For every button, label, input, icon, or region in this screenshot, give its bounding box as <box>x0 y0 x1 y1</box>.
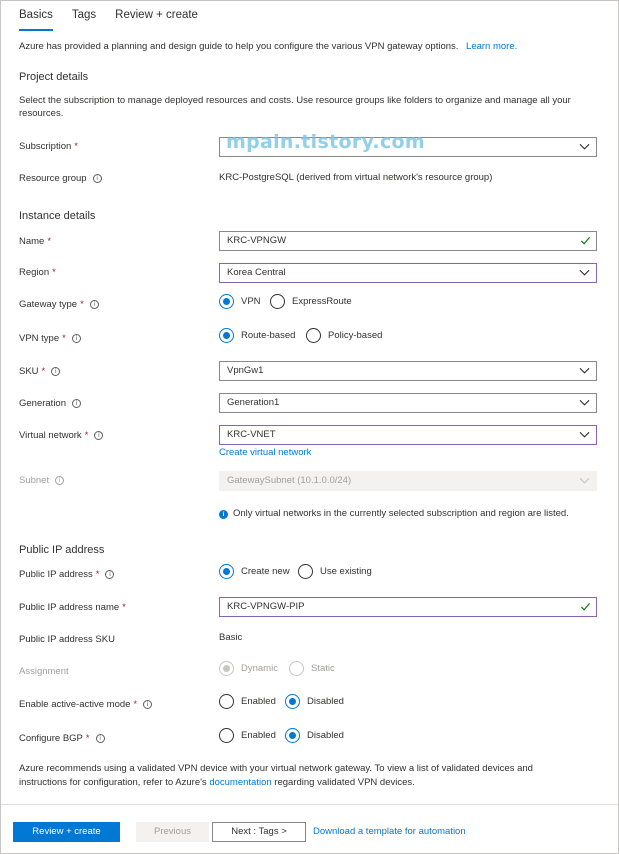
generation-label-text: Generation <box>19 398 67 409</box>
tab-basics[interactable]: Basics <box>19 9 53 31</box>
info-icon[interactable]: i <box>143 700 152 709</box>
radio-label: VPN <box>241 296 261 307</box>
footer-divider <box>1 804 618 805</box>
info-icon[interactable]: i <box>90 300 99 309</box>
chevron-down-icon <box>579 267 590 278</box>
public-ip-sku-label: Public IP address SKU <box>19 634 115 645</box>
radio-button-selected[interactable] <box>219 328 234 343</box>
public-ip-name-value: KRC-VPNGW-PIP <box>227 601 305 612</box>
resource-group-value: KRC-PostgreSQL (derived from virtual network's resource group) <box>219 172 493 183</box>
public-ip-heading: Public IP address <box>19 544 105 556</box>
radio-pip-use-existing[interactable] <box>298 564 372 579</box>
watermark: mpain.tistory.com <box>226 131 425 153</box>
info-icon[interactable]: i <box>96 734 105 743</box>
radio-button-selected[interactable] <box>219 564 234 579</box>
radio-button[interactable] <box>270 294 285 309</box>
info-icon[interactable]: i <box>51 367 60 376</box>
sku-label <box>19 366 60 377</box>
project-details-desc-line1: Select the subscription to manage deployed resources and costs. Use resource groups like folders to organize and manage all your <box>19 95 571 106</box>
active-active-label <box>19 699 152 710</box>
required-asterisk: * <box>47 236 52 247</box>
subnet-label <box>19 475 64 486</box>
tab-bar <box>19 9 217 31</box>
generation-value: Generation1 <box>227 397 280 408</box>
chevron-down-icon <box>579 365 590 376</box>
public-ip-label <box>19 569 114 580</box>
virtual-network-label-text: Virtual network <box>19 430 82 441</box>
required-asterisk: * <box>95 569 100 580</box>
public-ip-label-text: Public IP address <box>19 569 93 580</box>
gateway-type-label-text: Gateway type <box>19 299 78 310</box>
required-asterisk: * <box>62 333 66 344</box>
radio-button[interactable] <box>306 328 321 343</box>
radio-active-disabled[interactable] <box>285 694 344 709</box>
learn-more-link[interactable]: Learn more. <box>466 41 518 52</box>
recommend-line2 <box>19 777 415 788</box>
radio-label: Route-based <box>241 330 296 341</box>
sku-dropdown[interactable] <box>219 361 597 381</box>
radio-gateway-expressroute[interactable] <box>270 294 352 309</box>
radio-button[interactable] <box>219 694 234 709</box>
radio-button-selected[interactable] <box>285 728 300 743</box>
radio-label: Static <box>311 663 335 674</box>
info-icon[interactable]: i <box>72 334 81 343</box>
radio-button-selected[interactable] <box>285 694 300 709</box>
region-value: Korea Central <box>227 267 286 278</box>
intro-description: Azure has provided a planning and design guide to help you configure the various VPN gateway options. <box>19 41 459 52</box>
required-asterisk: * <box>41 366 46 377</box>
required-asterisk: * <box>85 733 90 744</box>
virtual-network-value: KRC-VNET <box>227 429 276 440</box>
radio-button-selected[interactable] <box>219 294 234 309</box>
configure-bgp-label <box>19 733 105 744</box>
radio-label: Enabled <box>241 696 276 707</box>
radio-vpn-policy-based[interactable] <box>306 328 382 343</box>
checkmark-icon <box>580 601 591 612</box>
info-icon[interactable]: i <box>55 476 64 485</box>
recommend-line1: Azure recommends using a validated VPN device with your virtual network gateway. To view a list of validated devices and <box>19 763 533 774</box>
name-label <box>19 236 51 247</box>
chevron-down-icon <box>579 397 590 408</box>
radio-button[interactable] <box>298 564 313 579</box>
required-asterisk: * <box>52 267 56 278</box>
region-dropdown[interactable] <box>219 263 597 283</box>
info-icon[interactable]: i <box>93 174 102 183</box>
previous-button: Previous <box>136 822 209 842</box>
gateway-type-label <box>19 299 99 310</box>
active-active-label-text: Enable active-active mode <box>19 699 131 710</box>
radio-gateway-vpn[interactable] <box>219 294 261 309</box>
radio-assignment-dynamic <box>219 661 278 676</box>
radio-label: Disabled <box>307 730 344 741</box>
subnet-label-text: Subnet <box>19 475 50 486</box>
generation-dropdown[interactable] <box>219 393 597 413</box>
checkmark-icon <box>580 235 591 246</box>
public-ip-name-input[interactable] <box>219 597 597 617</box>
project-details-desc-line2: resources. <box>19 108 64 119</box>
create-virtual-network-link[interactable]: Create virtual network <box>219 447 312 458</box>
required-asterisk: * <box>74 141 78 152</box>
radio-bgp-disabled[interactable] <box>285 728 344 743</box>
radio-label: Disabled <box>307 696 344 707</box>
name-input[interactable] <box>219 231 597 251</box>
required-asterisk: * <box>80 299 84 310</box>
subnet-value: GatewaySubnet (10.1.0.0/24) <box>227 475 352 486</box>
radio-label: Enabled <box>241 730 276 741</box>
radio-bgp-enabled[interactable] <box>219 728 276 743</box>
name-label-text: Name <box>19 236 45 247</box>
required-asterisk: * <box>122 602 126 613</box>
subnet-note <box>219 508 569 519</box>
chevron-down-icon <box>579 141 590 152</box>
radio-label: Create new <box>241 566 290 577</box>
project-details-heading: Project details <box>19 71 89 83</box>
chevron-down-icon <box>579 475 590 486</box>
subscription-label <box>19 141 78 152</box>
public-ip-sku-value: Basic <box>219 632 243 643</box>
generation-label <box>19 398 81 409</box>
radio-button-selected <box>219 661 234 676</box>
documentation-link[interactable]: documentation <box>209 777 272 788</box>
subnet-dropdown <box>219 471 597 491</box>
instance-details-heading: Instance details <box>19 210 96 222</box>
radio-assignment-static <box>289 661 335 676</box>
tab-tags[interactable]: Tags <box>71 9 97 21</box>
next-tags-button[interactable]: Next : Tags > <box>212 822 306 842</box>
vpn-type-label <box>19 333 81 344</box>
resource-group-label <box>19 173 102 184</box>
configure-bgp-label-text: Configure BGP <box>19 733 83 744</box>
intro-text <box>19 41 517 52</box>
recommend-line2-prefix: instructions for configuration, refer to Azure's <box>19 777 207 788</box>
radio-label: Policy-based <box>328 330 383 341</box>
radio-label: Use existing <box>320 566 372 577</box>
region-label-text: Region <box>19 267 50 278</box>
vpn-type-label-text: VPN type <box>19 333 60 344</box>
review-create-button[interactable]: Review + create <box>13 822 120 842</box>
virtual-network-dropdown[interactable] <box>219 425 597 445</box>
radio-vpn-route-based[interactable] <box>219 328 295 343</box>
region-label <box>19 267 56 278</box>
tab-review-create[interactable]: Review + create <box>115 9 198 21</box>
info-icon[interactable]: i <box>72 399 81 408</box>
radio-button <box>289 661 304 676</box>
info-filled-icon: i <box>219 510 228 519</box>
info-icon[interactable]: i <box>94 431 103 440</box>
sku-value: VpnGw1 <box>227 365 264 376</box>
resource-group-label-text: Resource group <box>19 173 87 184</box>
radio-active-enabled[interactable] <box>219 694 276 709</box>
info-icon[interactable]: i <box>105 570 114 579</box>
radio-label: Dynamic <box>241 663 278 674</box>
recommend-line2-suffix: regarding validated VPN devices. <box>274 777 415 788</box>
virtual-network-label <box>19 430 103 441</box>
sku-label-text: SKU <box>19 366 39 377</box>
public-ip-name-label <box>19 602 126 613</box>
required-asterisk: * <box>84 430 89 441</box>
name-value: KRC-VPNGW <box>227 235 287 246</box>
required-asterisk: * <box>133 699 138 710</box>
subnet-note-text: Only virtual networks in the currently selected subscription and region are listed. <box>233 508 569 519</box>
radio-button[interactable] <box>219 728 234 743</box>
download-template-link[interactable]: Download a template for automation <box>313 826 466 837</box>
radio-label: ExpressRoute <box>292 296 352 307</box>
public-ip-name-label-text: Public IP address name <box>19 602 120 613</box>
chevron-down-icon <box>579 429 590 440</box>
subscription-label-text: Subscription <box>19 141 72 152</box>
assignment-label: Assignment <box>19 666 69 677</box>
radio-pip-create-new[interactable] <box>219 564 290 579</box>
